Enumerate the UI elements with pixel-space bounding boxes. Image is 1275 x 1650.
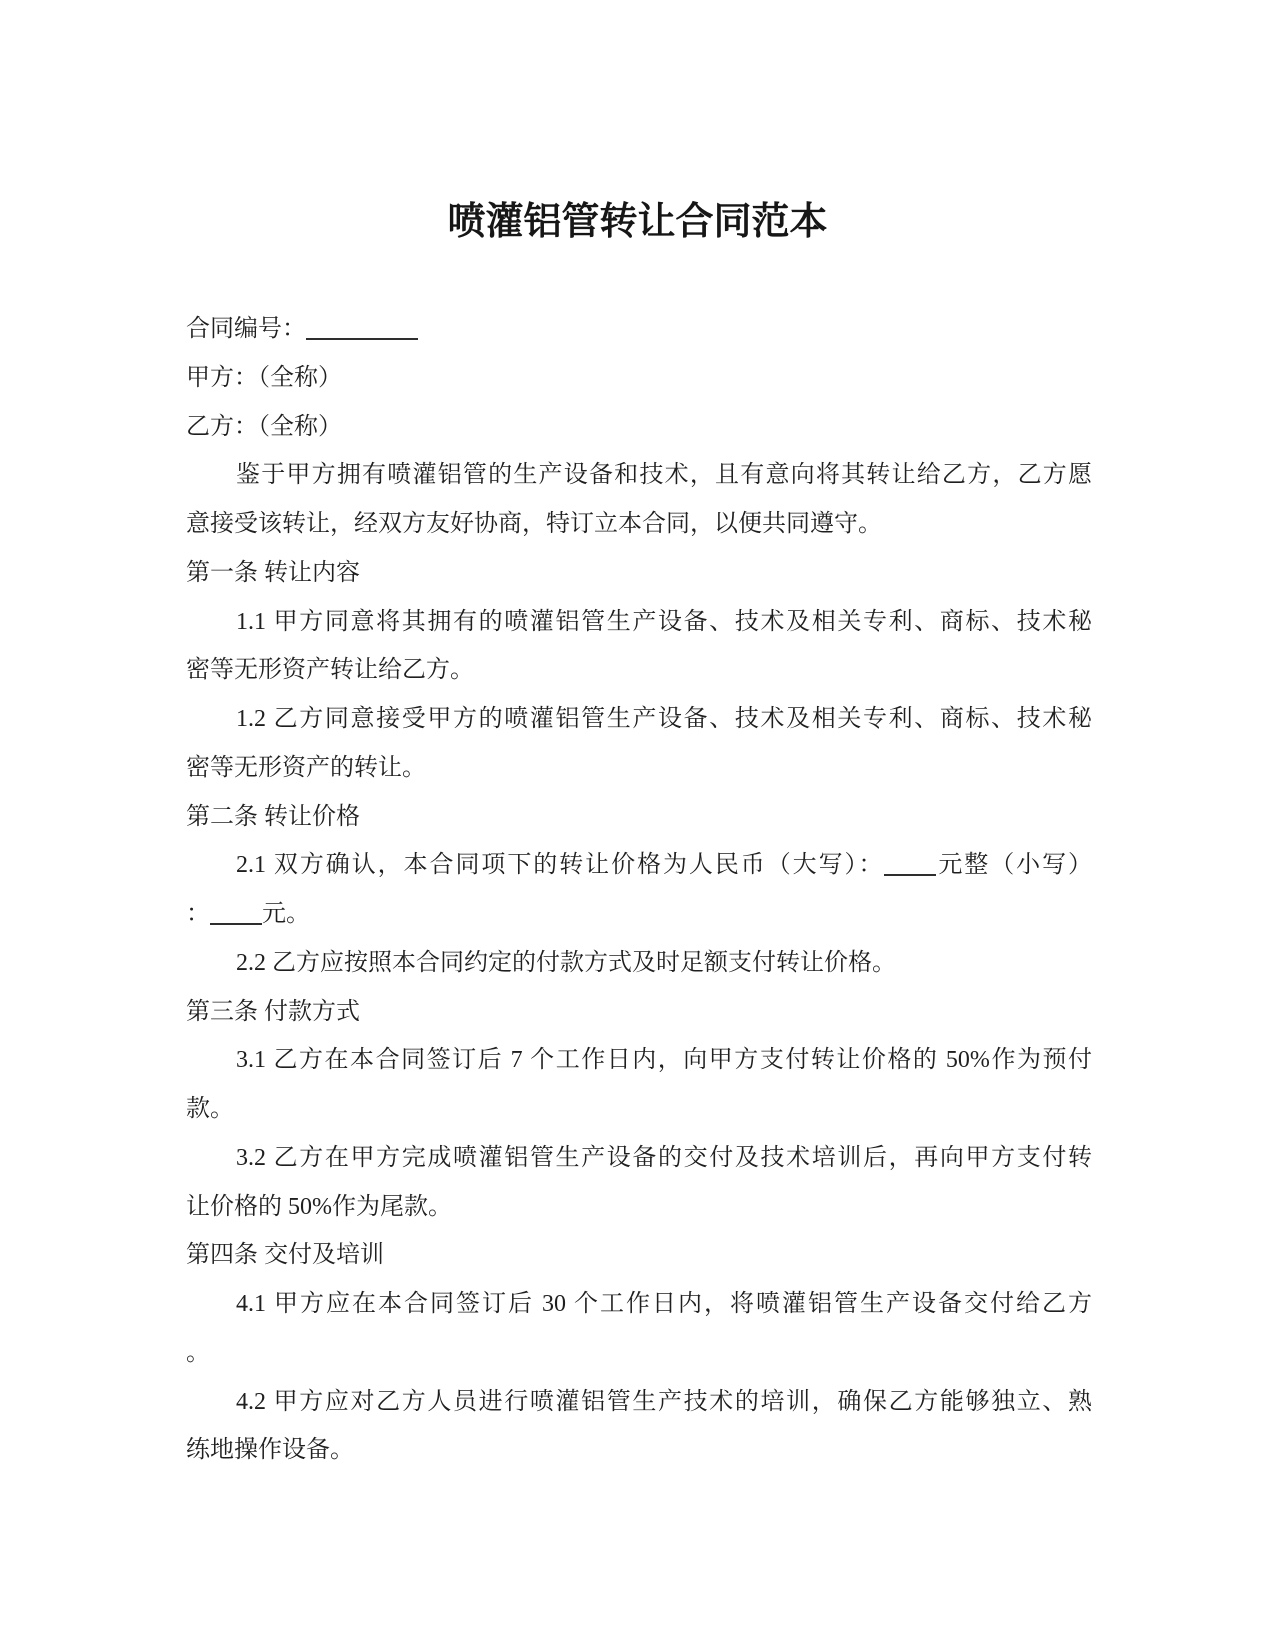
text-run: 第三条 付款方式 bbox=[186, 998, 360, 1025]
document-line bbox=[186, 354, 1092, 403]
blank-underline bbox=[884, 860, 936, 876]
document-line bbox=[186, 695, 1092, 744]
document-line bbox=[186, 500, 1092, 549]
document-line bbox=[186, 744, 1092, 793]
document-line bbox=[186, 549, 1092, 598]
document-line bbox=[186, 1036, 1092, 1085]
text-run: 第四条 交付及培训 bbox=[186, 1242, 384, 1269]
document-line bbox=[186, 451, 1092, 500]
text-run: 。 bbox=[186, 1339, 210, 1366]
document-line bbox=[186, 793, 1092, 842]
blank-underline bbox=[210, 909, 262, 925]
document-body bbox=[186, 305, 1092, 1475]
text-run: 1.1 甲方同意将其拥有的喷灌铝管生产设备、技术及相关专利、商标、技术秘 bbox=[236, 608, 1092, 635]
text-run: ： bbox=[186, 901, 210, 927]
document-line bbox=[186, 1280, 1092, 1329]
document-line bbox=[186, 598, 1092, 647]
text-run: 乙方：（全称） bbox=[186, 413, 342, 440]
text-run: 甲方：（全称） bbox=[186, 364, 342, 391]
document-title: 喷灌铝管转让合同范本 bbox=[447, 201, 828, 243]
document-line bbox=[186, 1085, 1092, 1134]
text-run: 2.1 双方确认，本合同项下的转让价格为人民币（大写）： bbox=[236, 852, 885, 879]
text-run: 款。 bbox=[186, 1096, 234, 1122]
document-line bbox=[186, 841, 1092, 890]
document-line bbox=[186, 1183, 1092, 1232]
document-line bbox=[186, 988, 1092, 1037]
text-run: 密等无形资产的转让。 bbox=[186, 754, 426, 781]
document-line bbox=[186, 403, 1092, 452]
text-run: 4.2 甲方应对乙方人员进行喷灌铝管生产技术的培训，确保乙方能够独立、熟 bbox=[236, 1388, 1092, 1415]
document-line bbox=[186, 1426, 1092, 1475]
text-run: 鉴于甲方拥有喷灌铝管的生产设备和技术，且有意向将其转让给乙方，乙方愿 bbox=[236, 462, 1092, 489]
text-run: 密等无形资产转让给乙方。 bbox=[186, 657, 474, 684]
text-run: 练地操作设备。 bbox=[186, 1437, 354, 1464]
text-run: 3.2 乙方在甲方完成喷灌铝管生产设备的交付及技术培训后，再向甲方支付转 bbox=[236, 1144, 1092, 1171]
document-line bbox=[186, 646, 1092, 695]
document-line bbox=[186, 1329, 1092, 1378]
text-run: 第二条 转让价格 bbox=[186, 803, 360, 830]
text-run: 2.2 乙方应按照本合同约定的付款方式及时足额支付转让价格。 bbox=[236, 949, 896, 976]
text-run: 让价格的 50%作为尾款。 bbox=[186, 1193, 452, 1220]
text-run: 第一条 转让内容 bbox=[186, 559, 360, 586]
document-line bbox=[186, 890, 1092, 939]
document-line bbox=[186, 1378, 1092, 1427]
document-line bbox=[186, 305, 1092, 354]
text-run: 意接受该转让，经双方友好协商，特订立本合同，以便共同遵守。 bbox=[186, 511, 882, 537]
text-run: 3.1 乙方在本合同签订后 7 个工作日内，向甲方支付转让价格的 50%作为预付 bbox=[236, 1047, 1092, 1074]
text-run: 1.2 乙方同意接受甲方的喷灌铝管生产设备、技术及相关专利、商标、技术秘 bbox=[236, 706, 1092, 732]
document-line bbox=[186, 1231, 1092, 1280]
document-line bbox=[186, 939, 1092, 988]
text-run: 元。 bbox=[262, 901, 310, 927]
text-run: 4.1 甲方应在本合同签订后 30 个工作日内，将喷灌铝管生产设备交付给乙方 bbox=[236, 1291, 1092, 1317]
document-line bbox=[186, 1134, 1092, 1183]
text-run: 合同编号： bbox=[186, 316, 306, 342]
text-run: 元整（小写） bbox=[936, 852, 1093, 879]
blank-underline bbox=[306, 324, 418, 340]
